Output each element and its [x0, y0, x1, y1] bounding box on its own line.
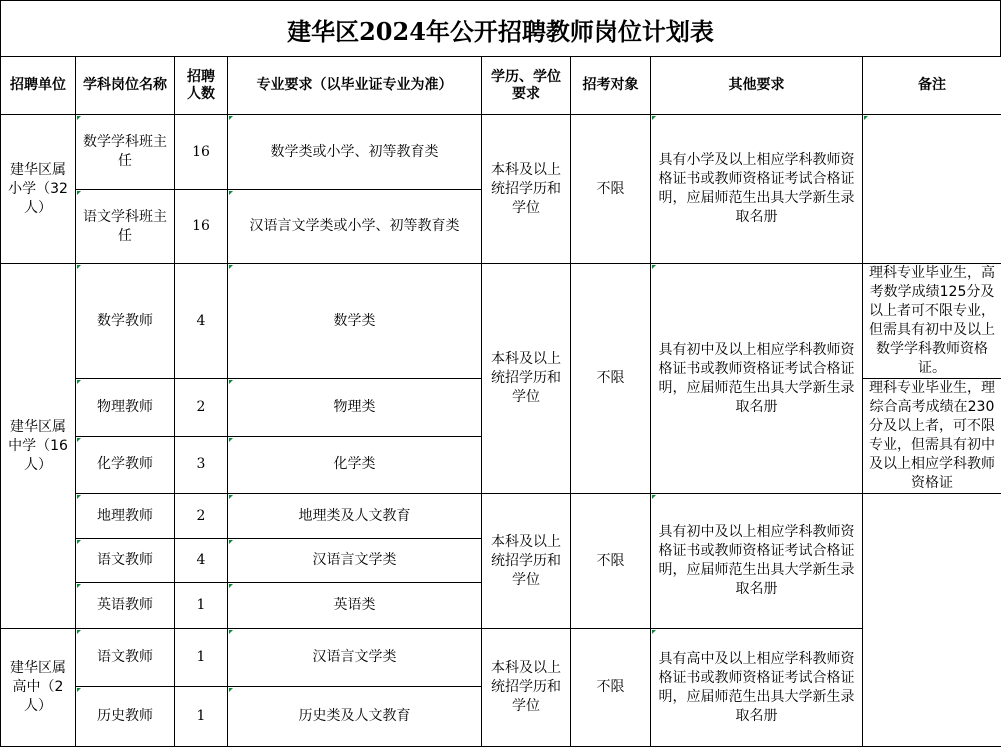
header-post: 学科岗位名称 [76, 57, 175, 115]
target-cell: 不限 [571, 494, 651, 629]
post-cell: 语文教师 [76, 629, 175, 687]
table-row [1, 115, 1001, 190]
count-cell: 3 [175, 436, 228, 494]
major-cell: 汉语言文学类或小学、初等教育类 [228, 190, 482, 264]
unit-cell: 建华区属中学（16人） [1, 264, 76, 629]
header-note: 备注 [863, 57, 1001, 115]
count-cell: 1 [175, 583, 228, 629]
header-edu: 学历、学位要求 [482, 57, 571, 115]
major-cell: 物理类 [228, 379, 482, 437]
other-requirements-cell: 具有高中及以上相应学科教师资格证书或教师资格证考试合格证明，应届师范生出具大学新生录取名册 [651, 629, 863, 747]
header-unit: 招聘单位 [1, 57, 76, 115]
count-cell: 4 [175, 264, 228, 379]
post-cell: 数学学科班主任 [76, 115, 175, 190]
header-other: 其他要求 [651, 57, 863, 115]
major-cell: 化学类 [228, 436, 482, 494]
major-cell: 汉语言文学类 [228, 629, 482, 687]
header-target: 招考对象 [571, 57, 651, 115]
major-cell: 汉语言文学类 [228, 539, 482, 583]
target-cell: 不限 [571, 629, 651, 747]
header-major: 专业要求（以毕业证专业为准） [228, 57, 482, 115]
major-cell: 数学类 [228, 264, 482, 379]
table-row [1, 494, 1001, 539]
header-count: 招聘人数 [175, 57, 228, 115]
unit-cell: 建华区属小学（32人） [1, 115, 76, 264]
target-cell: 不限 [571, 264, 651, 494]
edu-cell: 本科及以上统招学历和学位 [482, 629, 571, 747]
major-cell: 数学类或小学、初等教育类 [228, 115, 482, 190]
other-requirements-cell: 具有初中及以上相应学科教师资格证书或教师资格证考试合格证明，应届师范生出具大学新生录取名册 [651, 264, 863, 494]
post-cell: 语文学科班主任 [76, 190, 175, 264]
major-cell: 英语类 [228, 583, 482, 629]
table-row [1, 629, 1001, 687]
major-cell: 地理类及人文教育 [228, 494, 482, 539]
edu-cell: 本科及以上统招学历和学位 [482, 264, 571, 494]
count-cell: 16 [175, 115, 228, 190]
post-cell: 数学教师 [76, 264, 175, 379]
header-row [1, 57, 1001, 115]
edu-cell: 本科及以上统招学历和学位 [482, 115, 571, 264]
count-cell: 1 [175, 629, 228, 687]
count-cell: 2 [175, 379, 228, 437]
post-cell: 英语教师 [76, 583, 175, 629]
table-row [1, 264, 1001, 379]
post-cell: 化学教师 [76, 436, 175, 494]
post-cell: 地理教师 [76, 494, 175, 539]
post-cell: 语文教师 [76, 539, 175, 583]
post-cell: 历史教师 [76, 687, 175, 747]
count-cell: 4 [175, 539, 228, 583]
page-title: 建华区2024年公开招聘教师岗位计划表 [0, 0, 1001, 57]
major-cell: 历史类及人文教育 [228, 687, 482, 747]
post-cell: 物理教师 [76, 379, 175, 437]
recruitment-plan-table [0, 56, 1001, 747]
count-cell: 16 [175, 190, 228, 264]
other-requirements-cell: 具有初中及以上相应学科教师资格证书或教师资格证考试合格证明，应届师范生出具大学新生录取名册 [651, 494, 863, 629]
count-cell: 1 [175, 687, 228, 747]
note-cell [863, 115, 1001, 264]
unit-cell: 建华区属高中（2人） [1, 629, 76, 747]
note-cell [863, 494, 1001, 747]
other-requirements-cell: 具有小学及以上相应学科教师资格证书或教师资格证考试合格证明，应届师范生出具大学新生录取名册 [651, 115, 863, 264]
edu-cell: 本科及以上统招学历和学位 [482, 494, 571, 629]
note-cell: 理科专业毕业生，理综合高考成绩在230分及以上者，可不限专业，但需具有初中及以上相应学科教师资格证 [863, 379, 1001, 494]
note-cell: 理科专业毕业生，高考数学成绩125分及以上者可不限专业，但需具有初中及以上数学学科教师资格证。 [863, 264, 1001, 379]
count-cell: 2 [175, 494, 228, 539]
target-cell: 不限 [571, 115, 651, 264]
